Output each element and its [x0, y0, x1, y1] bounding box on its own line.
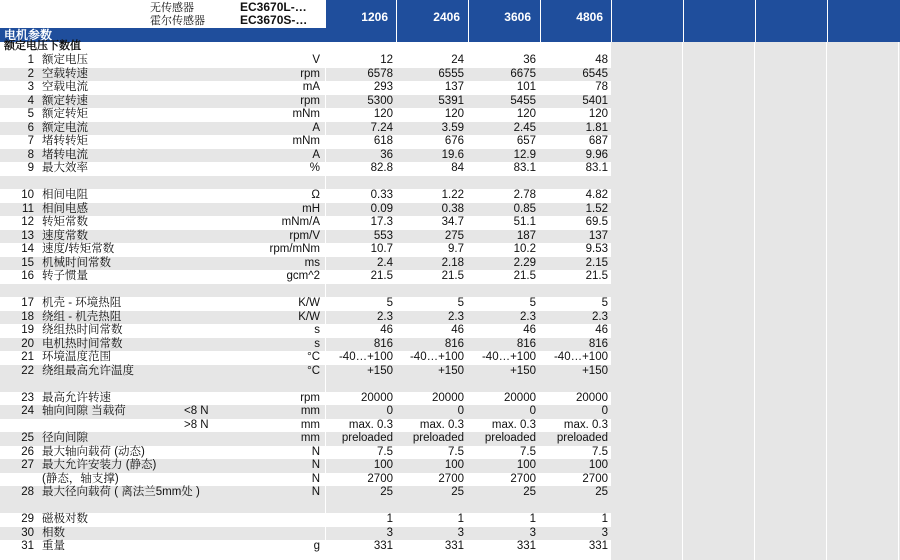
column-divider — [468, 0, 469, 42]
row-number: 10 — [21, 189, 34, 201]
row-number: 20 — [21, 337, 34, 350]
value-4806: 1 — [601, 513, 608, 525]
value-3606: 21.5 — [513, 270, 536, 282]
value-4806: 5401 — [582, 94, 608, 107]
row-number: 26 — [21, 445, 34, 458]
row-number: 7 — [27, 135, 34, 147]
unit: °C — [307, 351, 320, 363]
value-4806: 331 — [588, 540, 608, 552]
value-1206: 5 — [386, 297, 393, 309]
unit: N — [311, 459, 320, 471]
value-3606: 2.29 — [513, 256, 536, 269]
value-2406: +150 — [438, 364, 464, 377]
value-3606: +150 — [510, 364, 536, 377]
value-2406: 275 — [444, 229, 464, 242]
row-number: 4 — [27, 94, 34, 107]
value-2406: 34.7 — [441, 216, 464, 228]
value-2406: -40…+100 — [409, 351, 464, 363]
value-1206: 7.24 — [370, 121, 393, 134]
row-number: 18 — [21, 310, 34, 323]
value-2406: max. 0.3 — [419, 418, 464, 431]
unit: % — [309, 162, 320, 174]
unit: mA — [302, 81, 320, 93]
value-1206: 2.3 — [377, 310, 393, 323]
value-4806: 9.53 — [585, 243, 608, 255]
parameter-name: 转矩常数 — [42, 216, 88, 228]
value-2406: 100 — [444, 459, 464, 471]
unit: V — [312, 54, 320, 66]
value-1206: -40…+100 — [338, 351, 393, 363]
value-3606: 0.85 — [513, 202, 536, 215]
row-number: 22 — [21, 364, 34, 377]
value-1206: 12 — [380, 54, 393, 66]
value-2406: 46 — [451, 324, 464, 336]
row-number: 16 — [21, 270, 34, 282]
row-number: 31 — [21, 540, 34, 552]
parameter-name: 绕组热时间常数 — [42, 324, 123, 336]
parameter-name: 机壳 - 环境热阻 — [42, 297, 122, 309]
value-3606: 2.45 — [513, 121, 536, 134]
column-divider — [827, 0, 828, 42]
variant-4806: 4806 — [576, 10, 603, 24]
value-2406: 24 — [451, 54, 464, 66]
parameter-name: 最大轴向载荷 (动态) — [42, 445, 145, 458]
value-1206: 100 — [373, 459, 393, 471]
value-4806: 48 — [595, 54, 608, 66]
value-3606: 36 — [523, 54, 536, 66]
value-3606: max. 0.3 — [491, 418, 536, 431]
value-2406: 120 — [444, 108, 464, 120]
row-number: 3 — [27, 81, 34, 93]
unit: N — [311, 486, 320, 498]
value-4806: 83.1 — [585, 162, 608, 174]
value-2406: 5391 — [438, 94, 464, 107]
unit: mm — [300, 432, 320, 444]
column-divider — [396, 0, 397, 42]
subsection-title: 额定电压下数值 — [4, 40, 81, 52]
row-number: 5 — [27, 108, 34, 120]
parameter-name: 额定电压 — [42, 54, 88, 66]
value-3606: 10.2 — [513, 243, 536, 255]
value-3606: 0 — [529, 405, 536, 417]
row-number: 17 — [21, 297, 34, 309]
parameter-name: 最高允许转速 — [42, 391, 111, 404]
value-2406: 25 — [451, 486, 464, 498]
unit: rpm — [300, 67, 320, 80]
value-1206: 293 — [373, 81, 393, 93]
value-2406: 9.7 — [448, 243, 464, 255]
value-4806: 69.5 — [585, 216, 608, 228]
value-4806: 1.52 — [585, 202, 608, 215]
value-1206: 7.5 — [377, 445, 393, 458]
value-3606: 1 — [529, 513, 536, 525]
value-3606: 101 — [516, 81, 536, 93]
value-1206: 0.33 — [370, 189, 393, 201]
load-condition: <8 N — [184, 405, 209, 417]
row-number: 11 — [22, 202, 34, 215]
value-4806: 78 — [595, 81, 608, 93]
value-1206: preloaded — [341, 432, 393, 444]
value-1206: 2.4 — [377, 256, 393, 269]
unit: mNm/A — [281, 216, 320, 228]
value-2406: 2.3 — [448, 310, 464, 323]
value-4806: 7.5 — [592, 445, 608, 458]
value-3606: 83.1 — [513, 162, 536, 174]
value-4806: 100 — [588, 459, 608, 471]
value-4806: 2.3 — [592, 310, 608, 323]
row-number: 27 — [21, 459, 34, 471]
unit: g — [313, 540, 320, 552]
parameter-name: 速度/转矩常数 — [42, 243, 115, 255]
row-number: 8 — [27, 148, 34, 161]
value-1206: 46 — [380, 324, 393, 336]
value-1206: 120 — [373, 108, 393, 120]
parameter-name: 绕组 - 机壳热阻 — [42, 310, 122, 323]
value-3606: 816 — [516, 337, 536, 350]
value-4806: 6545 — [582, 67, 608, 80]
parameter-name: (静态，轴支撑) — [42, 472, 119, 485]
value-4806: +150 — [582, 364, 608, 377]
unit: gcm^2 — [286, 270, 320, 282]
value-2406: 5 — [457, 297, 464, 309]
value-3606: 51.1 — [513, 216, 536, 228]
row-number: 2 — [27, 67, 34, 80]
unit: rpm — [300, 94, 320, 107]
row-number: 12 — [21, 216, 34, 228]
value-3606: 2.3 — [520, 310, 536, 323]
value-4806: 137 — [588, 229, 608, 242]
variant-1206: 1206 — [361, 10, 388, 24]
value-2406: 2.18 — [441, 256, 464, 269]
unit: mm — [300, 405, 320, 417]
value-3606: 7.5 — [520, 445, 536, 458]
unit: mNm — [292, 108, 320, 120]
value-2406: 21.5 — [441, 270, 464, 282]
value-3606: 187 — [516, 229, 536, 242]
row-number: 6 — [27, 121, 34, 134]
unit: s — [314, 324, 320, 336]
parameter-name: 额定电流 — [42, 121, 88, 134]
value-1206: 0 — [386, 405, 393, 417]
unit: A — [312, 148, 320, 161]
value-4806: 25 — [595, 486, 608, 498]
value-4806: max. 0.3 — [563, 418, 608, 431]
unit: K/W — [298, 297, 320, 309]
value-4806: 687 — [588, 135, 608, 147]
variant-2406: 2406 — [433, 10, 460, 24]
value-1206: max. 0.3 — [348, 418, 393, 431]
column-divider — [755, 0, 756, 42]
parameter-name: 堵转电流 — [42, 148, 88, 161]
parameter-name: 最大径向载荷 ( 离法兰5mm处 ) — [42, 486, 200, 498]
section-bar — [0, 28, 900, 42]
value-2406: 19.6 — [441, 148, 464, 161]
unit: rpm/mNm — [269, 243, 320, 255]
row-number: 14 — [21, 243, 34, 255]
value-2406: 84 — [451, 162, 464, 174]
row-number: 19 — [21, 324, 34, 336]
unit: Ω — [311, 189, 320, 201]
row-number: 9 — [27, 162, 34, 174]
value-3606: 657 — [516, 135, 536, 147]
parameter-name: 重量 — [42, 540, 65, 552]
value-2406: 6555 — [438, 67, 464, 80]
hall-sensor-label: 霍尔传感器 — [150, 15, 205, 27]
parameter-name: 堵转转矩 — [42, 135, 88, 147]
value-3606: 5455 — [510, 94, 536, 107]
unit: mm — [300, 418, 320, 431]
value-1206: 10.7 — [370, 243, 393, 255]
value-3606: 25 — [523, 486, 536, 498]
parameter-name: 速度常数 — [42, 229, 88, 242]
value-3606: 20000 — [504, 391, 536, 404]
value-2406: 137 — [444, 81, 464, 93]
value-3606: 120 — [516, 108, 536, 120]
parameter-name: 空载转速 — [42, 67, 88, 80]
value-3606: 2700 — [510, 472, 536, 485]
value-2406: 3 — [457, 526, 464, 539]
parameter-name: 磁极对数 — [42, 513, 88, 525]
parameter-name: 径向间隙 — [42, 432, 88, 444]
value-3606: 331 — [516, 540, 536, 552]
parameter-name: 转子惯量 — [42, 270, 88, 282]
value-3606: 5 — [529, 297, 536, 309]
model-sensorless: EC3670L-… — [240, 0, 307, 14]
value-4806: 816 — [588, 337, 608, 350]
value-2406: 20000 — [432, 391, 464, 404]
value-1206: 618 — [373, 135, 393, 147]
value-4806: 2.15 — [585, 256, 608, 269]
value-4806: 120 — [588, 108, 608, 120]
row-number: 15 — [21, 256, 34, 269]
value-1206: 553 — [373, 229, 393, 242]
value-2406: 1.22 — [441, 189, 464, 201]
unit: rpm/V — [289, 229, 320, 242]
unit: N — [311, 445, 320, 458]
parameter-name: 相间电感 — [42, 202, 88, 215]
column-divider — [611, 0, 612, 42]
value-1206: +150 — [367, 364, 393, 377]
variant-3606: 3606 — [504, 10, 531, 24]
value-2406: 0 — [457, 405, 464, 417]
value-1206: 5300 — [367, 94, 393, 107]
unit: s — [314, 337, 320, 350]
row-number: 21 — [21, 351, 34, 363]
value-1206: 25 — [380, 486, 393, 498]
value-2406: 816 — [444, 337, 464, 350]
value-3606: 2.78 — [513, 189, 536, 201]
row-number: 29 — [21, 513, 34, 525]
value-1206: 3 — [386, 526, 393, 539]
value-4806: 46 — [595, 324, 608, 336]
value-2406: 331 — [444, 540, 464, 552]
column-divider — [683, 0, 684, 42]
row-number: 13 — [21, 229, 34, 242]
value-1206: 0.09 — [370, 202, 393, 215]
unit: mNm — [292, 135, 320, 147]
unit: K/W — [298, 310, 320, 323]
parameter-name: 电机热时间常数 — [42, 337, 123, 350]
parameter-name: 最大效率 — [42, 162, 88, 174]
parameter-name: 空载电流 — [42, 81, 88, 93]
value-4806: 9.96 — [585, 148, 608, 161]
parameter-name: 轴向间隙 当载荷 — [42, 405, 126, 417]
value-1206: 36 — [380, 148, 393, 161]
unit: rpm — [300, 391, 320, 404]
parameter-name: 相间电阻 — [42, 189, 88, 201]
value-1206: 6578 — [367, 67, 393, 80]
value-1206: 331 — [373, 540, 393, 552]
value-4806: preloaded — [556, 432, 608, 444]
value-1206: 2700 — [367, 472, 393, 485]
value-2406: 1 — [457, 513, 464, 525]
unit: °C — [307, 364, 320, 377]
value-3606: 12.9 — [513, 148, 536, 161]
value-4806: 2700 — [582, 472, 608, 485]
parameter-name: 最大允许安装力 (静态) — [42, 459, 157, 471]
section-title: 电机参数 — [4, 28, 53, 42]
value-4806: 20000 — [576, 391, 608, 404]
value-4806: 21.5 — [585, 270, 608, 282]
row-number: 30 — [21, 526, 34, 539]
value-3606: -40…+100 — [481, 351, 536, 363]
value-2406: 7.5 — [448, 445, 464, 458]
row-number: 25 — [21, 432, 34, 444]
value-3606: 6675 — [510, 67, 536, 80]
value-3606: 3 — [529, 526, 536, 539]
value-4806: 5 — [601, 297, 608, 309]
value-3606: 100 — [516, 459, 536, 471]
parameter-name: 额定转速 — [42, 94, 88, 107]
value-1206: 17.3 — [370, 216, 393, 228]
model-hall: EC3670S-… — [240, 13, 308, 27]
column-divider — [540, 0, 541, 42]
value-1206: 1 — [386, 513, 393, 525]
value-4806: -40…+100 — [553, 351, 608, 363]
row-number: 24 — [21, 405, 34, 417]
value-2406: 0.38 — [441, 202, 464, 215]
value-2406: 2700 — [438, 472, 464, 485]
value-1206: 816 — [373, 337, 393, 350]
value-1206: 21.5 — [370, 270, 393, 282]
row-number: 1 — [27, 54, 34, 66]
load-condition: >8 N — [184, 418, 209, 431]
value-4806: 3 — [601, 526, 608, 539]
parameter-name: 机械时间常数 — [42, 256, 111, 269]
value-4806: 1.81 — [585, 121, 608, 134]
value-1206: 82.8 — [370, 162, 393, 174]
value-3606: 46 — [523, 324, 536, 336]
value-4806: 4.82 — [585, 189, 608, 201]
unit: ms — [304, 256, 320, 269]
parameter-name: 额定转矩 — [42, 108, 88, 120]
unit: A — [312, 121, 320, 134]
value-2406: preloaded — [412, 432, 464, 444]
value-2406: 3.59 — [441, 121, 464, 134]
value-4806: 0 — [601, 405, 608, 417]
unit: mH — [302, 202, 320, 215]
parameter-name: 相数 — [42, 526, 65, 539]
unit: N — [311, 472, 320, 485]
parameter-name: 环境温度范围 — [42, 351, 111, 363]
value-3606: preloaded — [484, 432, 536, 444]
row-number: 28 — [21, 486, 34, 498]
row-number: 23 — [21, 391, 34, 404]
empty-columns — [611, 42, 900, 560]
value-2406: 676 — [444, 135, 464, 147]
value-1206: 20000 — [361, 391, 393, 404]
parameter-name: 绕组最高允许温度 — [42, 364, 134, 377]
sensorless-label: 无传感器 — [150, 2, 194, 14]
